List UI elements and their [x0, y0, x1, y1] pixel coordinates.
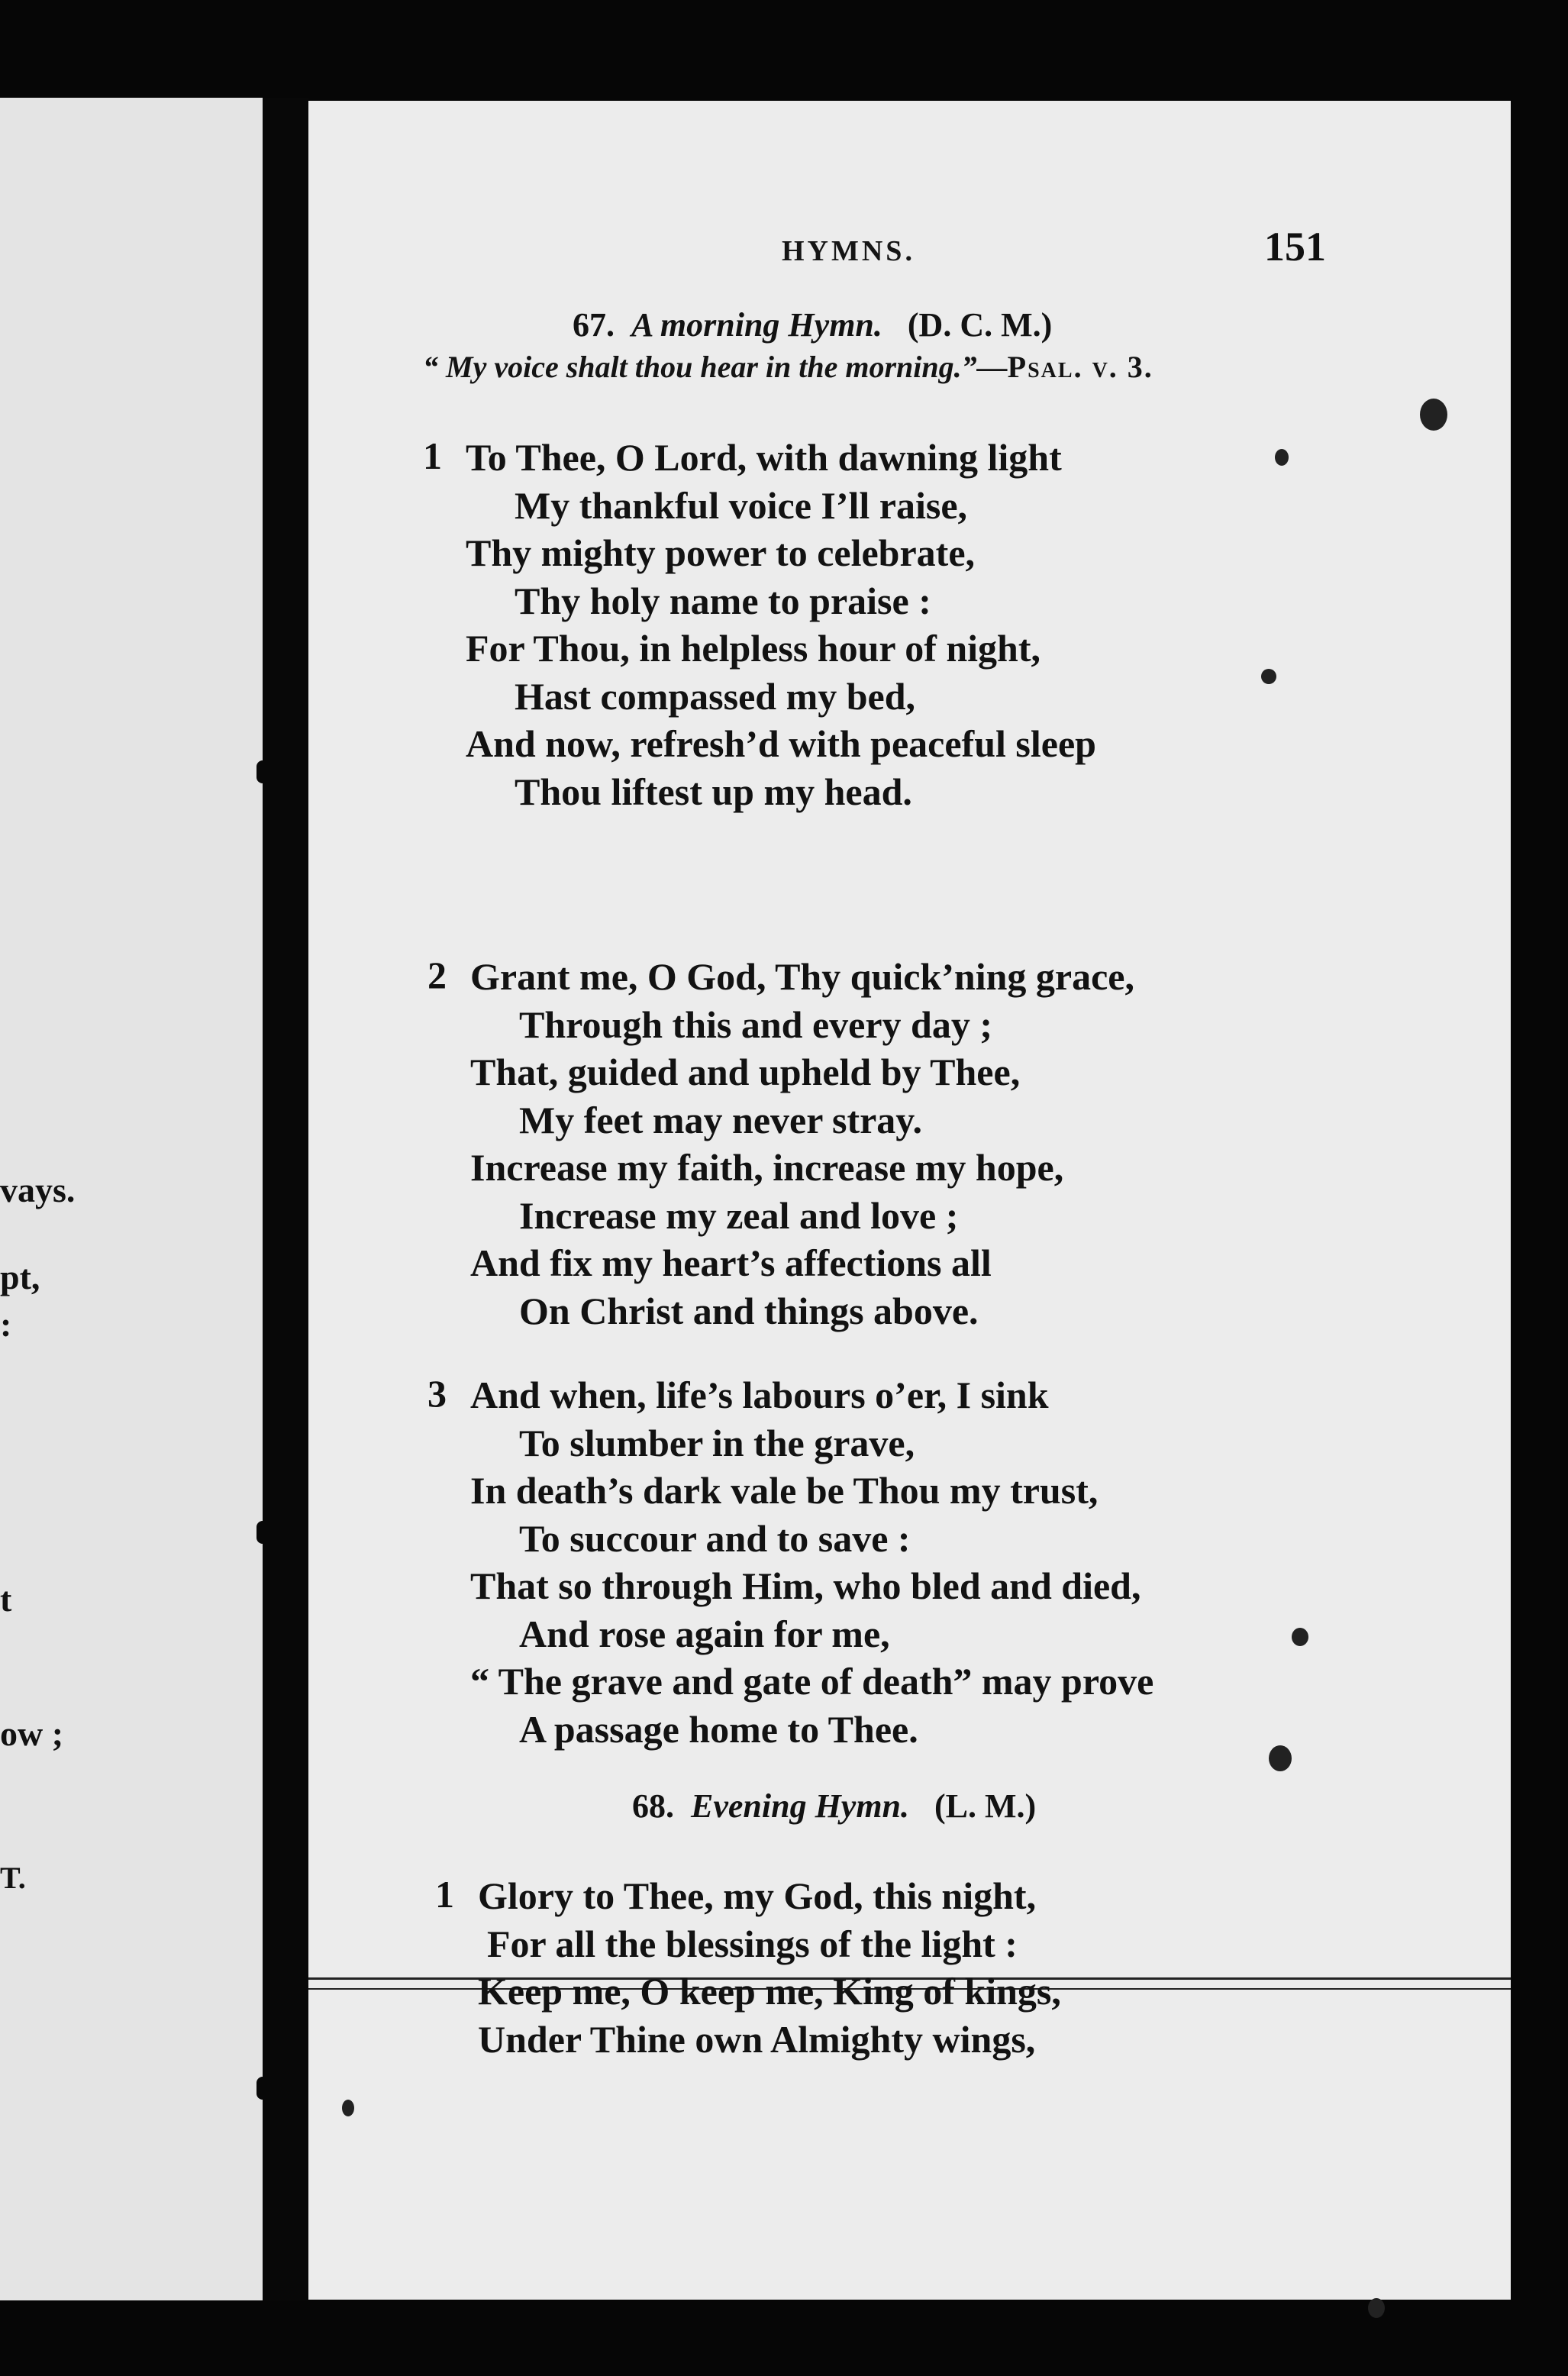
stanza-number: 2: [427, 954, 447, 996]
verse-line: For all the blessings of the light :: [487, 1922, 1018, 1965]
spine-band: [256, 2077, 315, 2100]
verse-line: Thou liftest up my head.: [515, 770, 912, 813]
verse-line: Keep me, O keep me, King of kings,: [478, 1970, 1061, 2013]
hymn-67-stanza-3: [427, 1371, 1154, 1753]
left-page-fragment: :: [0, 1305, 12, 1344]
verse-line: Increase my faith, increase my hope,: [470, 1146, 1064, 1189]
ink-speck: [1292, 1628, 1308, 1646]
epigraph-text: “ My voice shalt thou hear in the morning.”—: [423, 350, 1008, 384]
hymn-67-epigraph: [423, 349, 1153, 385]
verse-line: A passage home to Thee.: [519, 1707, 918, 1751]
hymn-number: 67.: [573, 306, 615, 344]
ink-speck: [1420, 399, 1447, 431]
ink-speck: [1269, 1745, 1292, 1771]
verse-line: Under Thine own Almighty wings,: [478, 2017, 1036, 2061]
spine-band: [256, 760, 315, 783]
left-page-fragment: T.: [0, 1861, 26, 1895]
left-page-fragment: pt,: [0, 1257, 40, 1296]
epigraph-reference: Psal. v. 3.: [1007, 350, 1153, 384]
verse-line: In death’s dark vale be Thou my trust,: [470, 1469, 1099, 1512]
verse-line: Grant me, O God, Thy quick’ning grace,: [470, 955, 1134, 998]
right-page: [308, 101, 1511, 2300]
hymn-68-heading: [632, 1787, 1036, 1826]
stanza-number: 3: [427, 1372, 447, 1415]
verse-line: My thankful voice I’ll raise,: [515, 483, 968, 527]
verse-line: Increase my zeal and love ;: [519, 1193, 959, 1237]
hymn-title: A morning Hymn.: [631, 306, 882, 344]
verse-line: Thy mighty power to celebrate,: [466, 531, 976, 574]
ink-speck: [342, 2100, 354, 2116]
left-page-fragment: ow ;: [0, 1714, 64, 1753]
hymn-title: Evening Hymn.: [691, 1787, 910, 1825]
verse-line: Glory to Thee, my God, this night,: [478, 1874, 1037, 1917]
hymn-67-stanza-2: [427, 953, 1134, 1335]
left-page-fragment: vays.: [0, 1170, 76, 1209]
verse-line: And now, refresh’d with peaceful sleep: [466, 722, 1096, 765]
verse-line: On Christ and things above.: [519, 1289, 979, 1332]
verse-line: “ The grave and gate of death” may prove: [470, 1660, 1154, 1703]
running-header: HYMNS.: [782, 235, 915, 267]
verse-line: Thy holy name to praise :: [515, 579, 931, 622]
verse-line: That, guided and upheld by Thee,: [470, 1051, 1021, 1093]
verse-line: Through this and every day ;: [519, 1002, 993, 1046]
hymn-67-stanza-1: [423, 434, 1096, 815]
ink-speck: [1261, 669, 1276, 684]
hymn-meter: (D. C. M.): [907, 306, 1053, 344]
verse-line: Hast compassed my bed,: [515, 674, 916, 718]
verse-line: That so through Him, who bled and died,: [470, 1564, 1141, 1607]
hymn-number: 68.: [632, 1787, 674, 1825]
verse-line: And when, life’s labours o’er, I sink: [470, 1374, 1049, 1416]
hymn-68-stanza-1: [435, 1872, 1061, 2063]
spine-band: [256, 1521, 315, 1544]
verse-line: To slumber in the grave,: [519, 1421, 915, 1464]
verse-line: To Thee, O Lord, with dawning light: [466, 436, 1062, 479]
hymn-67-heading: [573, 305, 1052, 344]
verse-line: To succour and to save :: [519, 1516, 911, 1560]
hymn-meter: (L. M.): [934, 1787, 1037, 1825]
verse-line: And rose again for me,: [519, 1612, 890, 1655]
page-number: 151: [1264, 224, 1326, 270]
ink-speck: [1275, 449, 1289, 466]
ink-speck: [1368, 2298, 1385, 2318]
stanza-number: 1: [423, 434, 442, 477]
verse-line: And fix my heart’s affections all: [470, 1241, 992, 1284]
book-spine: [263, 98, 308, 2300]
left-page-fragment: t: [0, 1580, 12, 1619]
verse-line: My feet may never stray.: [519, 1098, 923, 1141]
verse-line: For Thou, in helpless hour of night,: [466, 627, 1041, 670]
stanza-number: 1: [435, 1873, 454, 1916]
